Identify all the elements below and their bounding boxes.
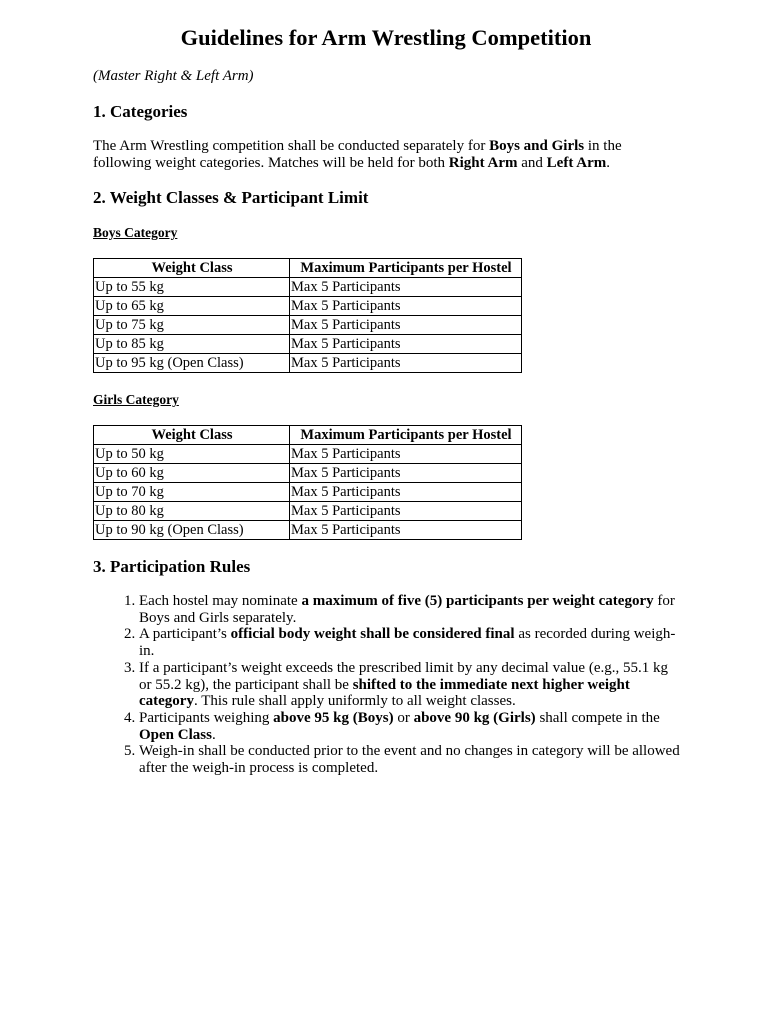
boys-weight-table xyxy=(93,258,522,373)
participants-cell: Max 5 Participants xyxy=(290,464,522,483)
table-row xyxy=(94,445,522,464)
column-header-max-participants: Maximum Participants per Hostel xyxy=(290,426,522,445)
weight-class-cell: Up to 50 kg xyxy=(94,445,290,464)
table-row xyxy=(94,483,522,502)
girls-weight-table xyxy=(93,425,522,540)
participants-cell: Max 5 Participants xyxy=(290,521,522,540)
table-row xyxy=(94,502,522,521)
weight-class-cell: Up to 80 kg xyxy=(94,502,290,521)
weight-class-cell: Up to 90 kg (Open Class) xyxy=(94,521,290,540)
participants-cell: Max 5 Participants xyxy=(290,297,522,316)
participants-cell: Max 5 Participants xyxy=(290,445,522,464)
subtitle: (Master Right & Left Arm) xyxy=(93,68,254,84)
weight-class-cell: Up to 60 kg xyxy=(94,464,290,483)
participation-rules-list xyxy=(93,593,683,777)
weight-class-cell: Up to 75 kg xyxy=(94,316,290,335)
participants-cell: Max 5 Participants xyxy=(290,502,522,521)
page-title: Guidelines for Arm Wrestling Competition xyxy=(180,25,592,50)
weight-class-cell: Up to 65 kg xyxy=(94,297,290,316)
list-item: 1. Each hostel may nominate a maximum of five (5) participants per weight category for Boys and Girls separately. xyxy=(139,593,683,626)
column-header-weight-class: Weight Class xyxy=(94,259,290,278)
list-item: 4. Participants weighing above 95 kg (Boys) or above 90 kg (Girls) shall compete in the Open Class. xyxy=(139,710,683,743)
column-header-max-participants: Maximum Participants per Hostel xyxy=(290,259,522,278)
weight-class-cell: Up to 70 kg xyxy=(94,483,290,502)
section-1-paragraph: The Arm Wrestling competition shall be conducted separately for Boys and Girls in the following weight categories. Matches will be held for both Right Arm and Left Arm. xyxy=(93,138,622,171)
table-row xyxy=(94,335,522,354)
table-row xyxy=(94,464,522,483)
boys-category-label: Boys Category xyxy=(93,225,178,240)
weight-class-cell: Up to 55 kg xyxy=(94,278,290,297)
participants-cell: Max 5 Participants xyxy=(290,483,522,502)
participants-cell: Max 5 Participants xyxy=(290,354,522,373)
table-row xyxy=(94,297,522,316)
participants-cell: Max 5 Participants xyxy=(290,335,522,354)
table-header-row xyxy=(94,426,522,445)
list-item: 5. Weigh-in shall be conducted prior to the event and no changes in category will be allowed after the weigh-in process is completed. xyxy=(139,743,683,776)
table-row xyxy=(94,278,522,297)
weight-class-cell: Up to 85 kg xyxy=(94,335,290,354)
table-header-row xyxy=(94,259,522,278)
table-row xyxy=(94,354,522,373)
table-row xyxy=(94,316,522,335)
girls-category-label: Girls Category xyxy=(93,392,179,407)
weight-class-cell: Up to 95 kg (Open Class) xyxy=(94,354,290,373)
section-3-heading: 3. Participation Rules xyxy=(93,557,251,576)
table-row xyxy=(94,521,522,540)
column-header-weight-class: Weight Class xyxy=(94,426,290,445)
section-1-heading: 1. Categories xyxy=(93,102,188,121)
list-item: 3. If a participant’s weight exceeds the prescribed limit by any decimal value (e.g., 55.1 kg or 55.2 kg), the participant shall be shifted to the immediate next higher weight category. This rule shall apply uniformly to all weight classes. xyxy=(139,660,683,710)
list-item: 2. A participant’s official body weight shall be considered final as recorded during weigh-in. xyxy=(139,626,683,659)
participants-cell: Max 5 Participants xyxy=(290,316,522,335)
participants-cell: Max 5 Participants xyxy=(290,278,522,297)
section-2-heading: 2. Weight Classes & Participant Limit xyxy=(93,188,369,207)
